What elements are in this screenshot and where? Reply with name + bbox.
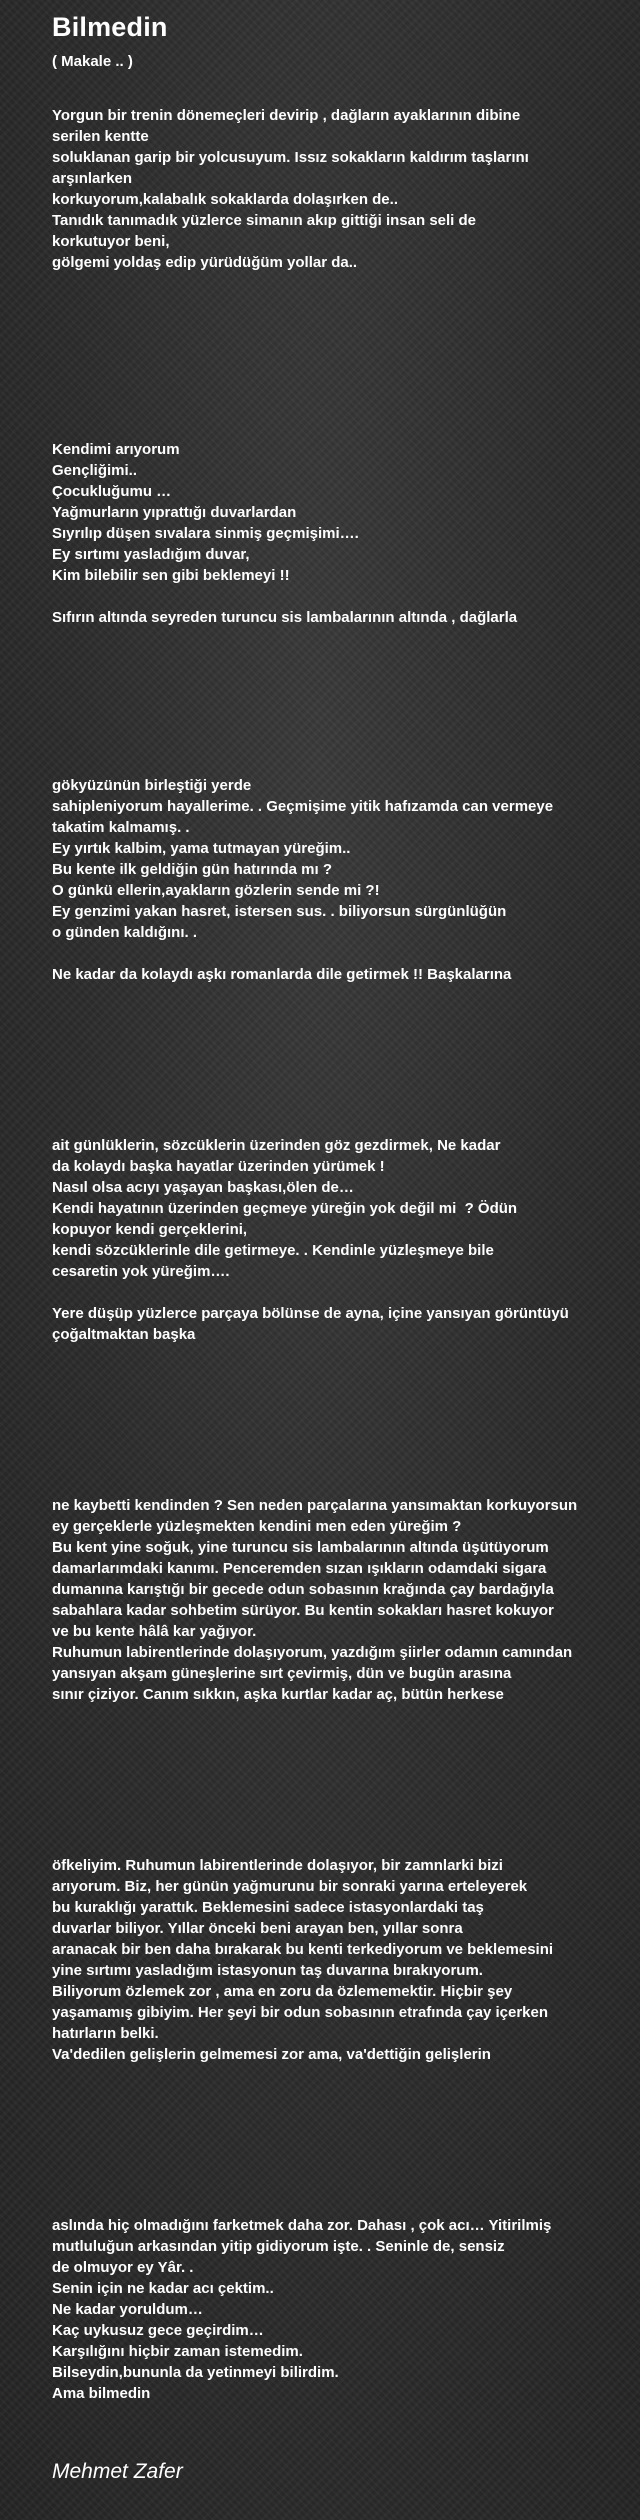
poem-block-5: ne kaybetti kendinden ? Sen neden parçalarına yansımaktan korkuyorsun ey gerçeklerle yüzleşmekten kendini men eden yüreğim ? Bu kent yine soğuk, yine turuncu sis lambalarının altında üşütüyorum damarlarımdaki kanımı. Penceremden sızan ışıkların odamdaki sigara dumanına karıştığı bir gecede odun sobasının krağında çay bardağıyla sabahlara kadar sohbetim sürüyor. Bu kentin sokakları hasret kokuyor ve bu kente hâlâ kar yağıyor. Ruhumun labirentlerinde dolaşıyorum, yazdığım şiirler odamın camından yansıyan akşam güneşlerine sırt çevirmiş, dün ve bugün arasına sınır çiziyor. Canım sıkkın, aşka kurtlar kadar aç, bütün herkese [52,1497,578,1703]
poem-title: Bilmedin [52,12,168,42]
poem-author: Mehmet Zafer [52,2460,183,2483]
poem-panel-5 [0,1440,640,1800]
poem-panel-6 [0,1800,640,2160]
poem-block-3: gökyüzünün birleştiği yerde sahipleniyorum hayallerime. . Geçmişime yitik hafızamda can vermeye takatim kalmamış. . Ey yırtık kalbim, yama tutmayan yüreğim.. Bu kente ilk geldiğin gün hatırında mı ? O günkü ellerin,ayakların gözlerin sende mi ?! Ey genzimi yakan hasret, istersen sus. . biliyorsun sürgünlüğün o günden kaldığını. . Ne kadar da kolaydı aşkı romanlarda dile getirmek !! Başkalarına [52,777,554,983]
poem-panel-2 [0,360,640,720]
poem-block-7: aslında hiç olmadığını farketmek daha zor. Dahası , çok acı… Yitirilmiş mutluluğun arkasından yitip gidiyorum işte. . Seninle de, sensiz de olmuyor ey Yâr. . Senin için ne kadar acı çektim.. Ne kadar yoruldum… Kaç uykusuz gece geçirdim… Karşılığını hiçbir zaman istemedim. Bilseydin,bununla da yetinmeyi bilirdim. Ama bilmedin [52,2217,552,2402]
poem-panel-3 [0,720,640,1080]
poem-subtitle: ( Makale .. ) [52,53,133,70]
poem-panel-4 [0,1080,640,1440]
poem-block-4: ait günlüklerin, sözcüklerin üzerinden göz gezdirmek, Ne kadar da kolaydı başka hayatlar üzerinden yürümek ! Nasıl olsa acıyı yaşayan başkası,ölen de… Kendi hayatının üzerinden geçmeye yüreğin yok değil mi ? Ödün kopuyor kendi gerçeklerini, kendi sözcüklerinle dile getirmeye. . Kendinle yüzleşmeye bile cesaretin yok yüreğim…. Yere düşüp yüzlerce parçaya bölünse de ayna, içine yansıyan görüntüyü çoğaltmaktan başka [52,1137,569,1343]
poem-block-1: Yorgun bir trenin dönemeçleri devirip , dağların ayaklarının dibine serilen kentte soluklanan garip bir yolcusuyum. Issız sokakların kaldırım taşlarını arşınlarken korkuyorum,kalabalık sokaklarda dolaşırken de.. Tanıdık tanımadık yüzlerce simanın akıp gittiği insan seli de korkutuyor beni, gölgemi yoldaş edip yürüdüğüm yollar da.. [52,107,529,271]
poem-block-2: Kendimi arıyorum Gençliğimi.. Çocukluğumu … Yağmurların yıprattığı duvarlardan Sıyrılıp düşen sıvalara sinmiş geçmişimi…. Ey sırtımı yasladığım duvar, Kim bilebilir sen gibi beklemeyi !! Sıfırın altında seyreden turuncu sis lambalarının altında , dağlarla [52,441,518,626]
poem-block-6: öfkeliyim. Ruhumun labirentlerinde dolaşıyor, bir zamnlarki bizi arıyorum. Biz, her günün yağmurunu bir sonraki yarına erteleyerek bu kuraklığı yarattık. Beklemesini sadece istasyonlardaki taş duvarlar biliyor. Yıllar önceki beni arayan ben, yıllar sonra aranacak bir ben daha bırakarak bu kenti terkediyorum ve beklemesini yine sırtımı yasladığım istasyonun taş duvarına bırakıyorum. Biliyorum özlemek zor , ama en zoru da özlememektir. Hiçbir şey yaşamamış gibiyim. Her şeyi bir odun sobasının etrafında çay içerken hatırların belki. Va'dedilen gelişlerin gelmemesi zor ama, va'dettiğin gelişlerin [52,1857,554,2063]
poem-panel-1 [0,0,640,360]
